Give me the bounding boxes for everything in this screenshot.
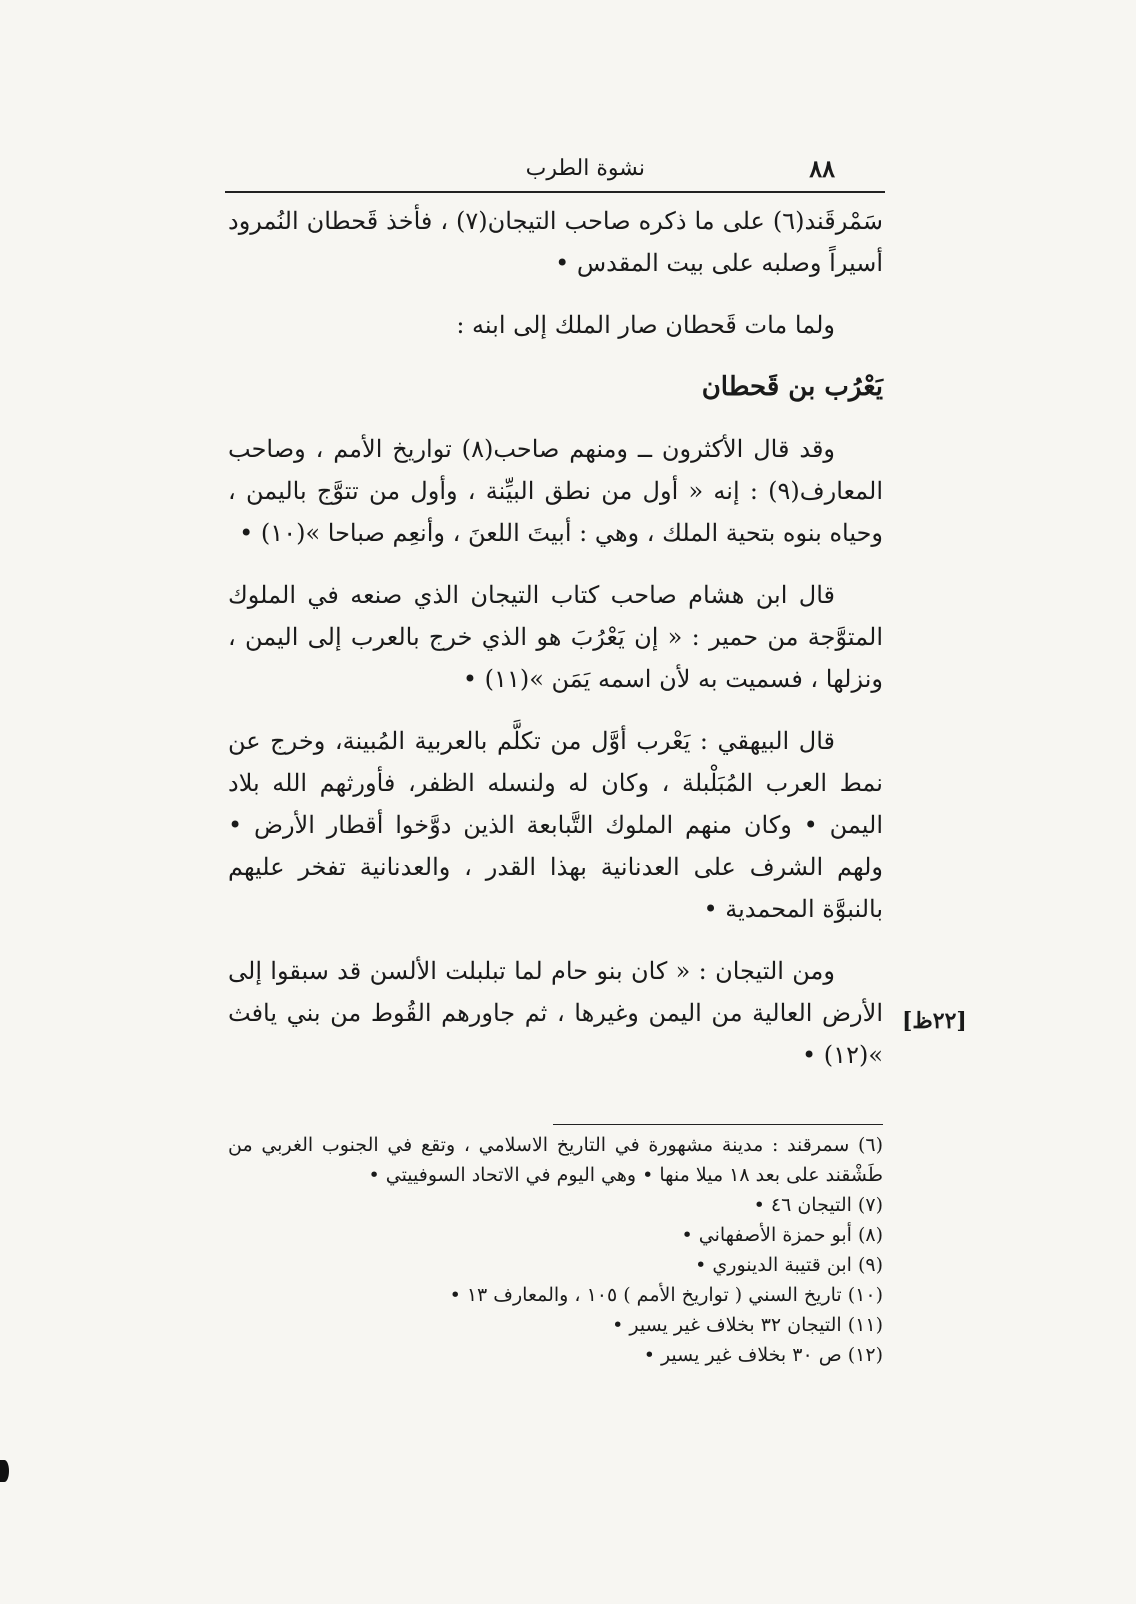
paragraph-2: ولما مات قَحطان صار الملك إلى ابنه :	[456, 311, 835, 339]
scan-ink-blot	[0, 1460, 9, 1482]
running-header	[225, 150, 885, 190]
paragraph-6: ومن التيجان : « كان بنو حام لما تبلبلت الألسن قد سبقوا إلى الأرض العالية من اليمن وغيرها ، ثم جاورهم القُوط من بني يافث »(١٢) •	[228, 957, 883, 1069]
page-number: ٨٨	[809, 154, 835, 183]
footnote-7: (٧) التيجان ٤٦ •	[753, 1194, 883, 1216]
footnote-8: (٨) أبو حمزة الأصفهاني •	[681, 1224, 883, 1246]
footnote-9: (٩) ابن قتيبة الدينوري •	[695, 1254, 883, 1276]
main-text	[228, 200, 883, 1096]
section-heading: يَعْرُب بن قَحطان	[701, 372, 883, 402]
footnote-10: (١٠) تاريخ السني ( تواريخ الأمم ) ١٠٥ ، والمعارف ١٣ •	[449, 1284, 883, 1306]
footnotes	[228, 1130, 883, 1370]
footnote-6: (٦) سمرقند : مدينة مشهورة في التاريخ الاسلامي ، وتقع في الجنوب الغربي من طَشْقند على بعد ١٨ ميلا منها • وهي اليوم في الاتحاد السوفييتي •	[228, 1134, 883, 1186]
footnote-12: (١٢) ص ٣٠ بخلاف غير يسير •	[643, 1344, 883, 1366]
folio-marker: [٢٢ظ]	[902, 1008, 967, 1034]
footnote-rule	[553, 1124, 883, 1125]
header-rule	[225, 191, 885, 193]
paragraph-4: قال ابن هشام صاحب كتاب التيجان الذي صنعه في الملوك المتوَّجة من حمير : « إن يَعْرُبَ هو الذي خرج بالعرب إلى اليمن ، ونزلها ، فسميت به لأن اسمه يَمَن »(١١) •	[228, 581, 883, 693]
paragraph-1: سَمْرقَند(٦) على ما ذكره صاحب التيجان(٧) ، فأخذ قَحطان النُمرود أسيراً وصلبه على بيت المقدس •	[228, 207, 883, 277]
footnote-11: (١١) التيجان ٣٢ بخلاف غير يسير •	[612, 1314, 883, 1336]
paragraph-3: وقد قال الأكثرون ــ ومنهم صاحب(٨) تواريخ الأمم ، وصاحب المعارف(٩) : إنه « أول من نطق البيِّنة ، وأول من تتوَّج باليمن ، وحياه بنوه بتحية الملك ، وهي : أبيتَ اللعنَ ، وأنعِم صباحا »(١٠) •	[228, 435, 883, 547]
running-title: نشوة الطرب	[525, 156, 645, 181]
paragraph-5: قال البيهقي : يَعْرب أوَّل من تكلَّم بالعربية المُبينة، وخرج عن نمط العرب المُبَلْبلة ، وكان له ولنسله الظفر، فأورثهم الله بلاد اليمن • وكان منهم الملوك التَّبابعة الذين دوَّخوا أقطار الأرض • ولهم الشرف على العدنانية بهذا القدر ، والعدنانية تفخر عليهم بالنبوَّة المحمدية •	[228, 727, 883, 923]
